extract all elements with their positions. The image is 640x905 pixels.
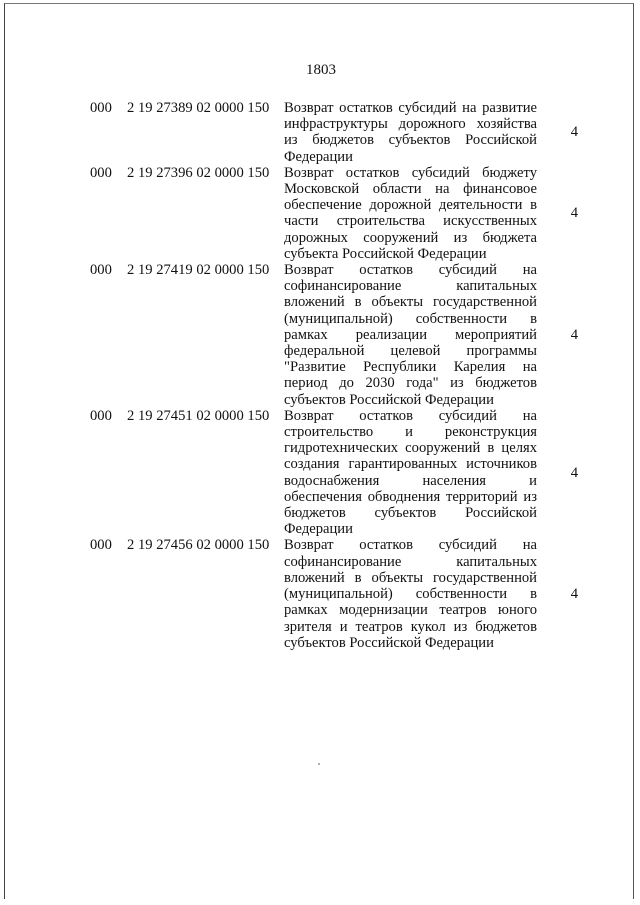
table-row [90,100,590,165]
admin-code: 000 [90,262,112,279]
admin-code: 000 [90,164,112,181]
page-number: 1803 [306,62,336,78]
scan-speck [318,763,320,765]
amount: 4 [570,205,578,222]
admin-code: 000 [90,537,112,554]
amount: 4 [570,464,578,481]
budget-classification-code: 2 19 27451 02 0000 150 [127,407,270,424]
amount: 4 [570,124,578,141]
budget-classification-code: 2 19 27396 02 0000 150 [127,164,270,181]
revenue-name: Возврат остатков субсидий на строительство и реконструкция гидротехнических сооружений в целях создания гарантированных источников водоснабжения населения и обеспечения обводнения территорий из бюджетов субъектов Российской Федерации [284,407,537,538]
revenue-name: Возврат остатков субсидий на софинансирование капитальных вложений в объекты государственной (муниципальной) собственности в рамках реализации мероприятий федеральной целевой программы "Развитие Республики Карелия на период до 2030 года" из бюджетов субъектов Российской Федерации [284,262,537,408]
amount: 4 [570,586,578,603]
revenue-name: Возврат остатков субсидий на развитие инфраструктуры дорожного хозяйства из бюджетов субъектов Российской Федерации [284,100,537,165]
budget-classification-code: 2 19 27419 02 0000 150 [127,262,270,279]
revenue-name: Возврат остатков субсидий бюджету Московской области на финансовое обеспечение дорожной деятельности в части строительства искусственных дорожных сооружений из бюджета субъекта Российской Федерации [284,164,537,262]
amount: 4 [570,326,578,343]
table-row [90,165,590,262]
table-row [90,537,590,650]
budget-classification-code: 2 19 27456 02 0000 150 [127,537,270,554]
revenue-name: Возврат остатков субсидий на софинансирование капитальных вложений в объекты государственной (муниципальной) собственности в рамках модернизации театров юного зрителя и театров кукол из бюджетов субъектов Российской Федерации [284,537,537,651]
budget-table [90,100,590,651]
admin-code: 000 [90,100,112,116]
budget-classification-code: 2 19 27389 02 0000 150 [127,100,270,116]
admin-code: 000 [90,407,112,424]
table-row [90,262,590,408]
table-row [90,408,590,538]
